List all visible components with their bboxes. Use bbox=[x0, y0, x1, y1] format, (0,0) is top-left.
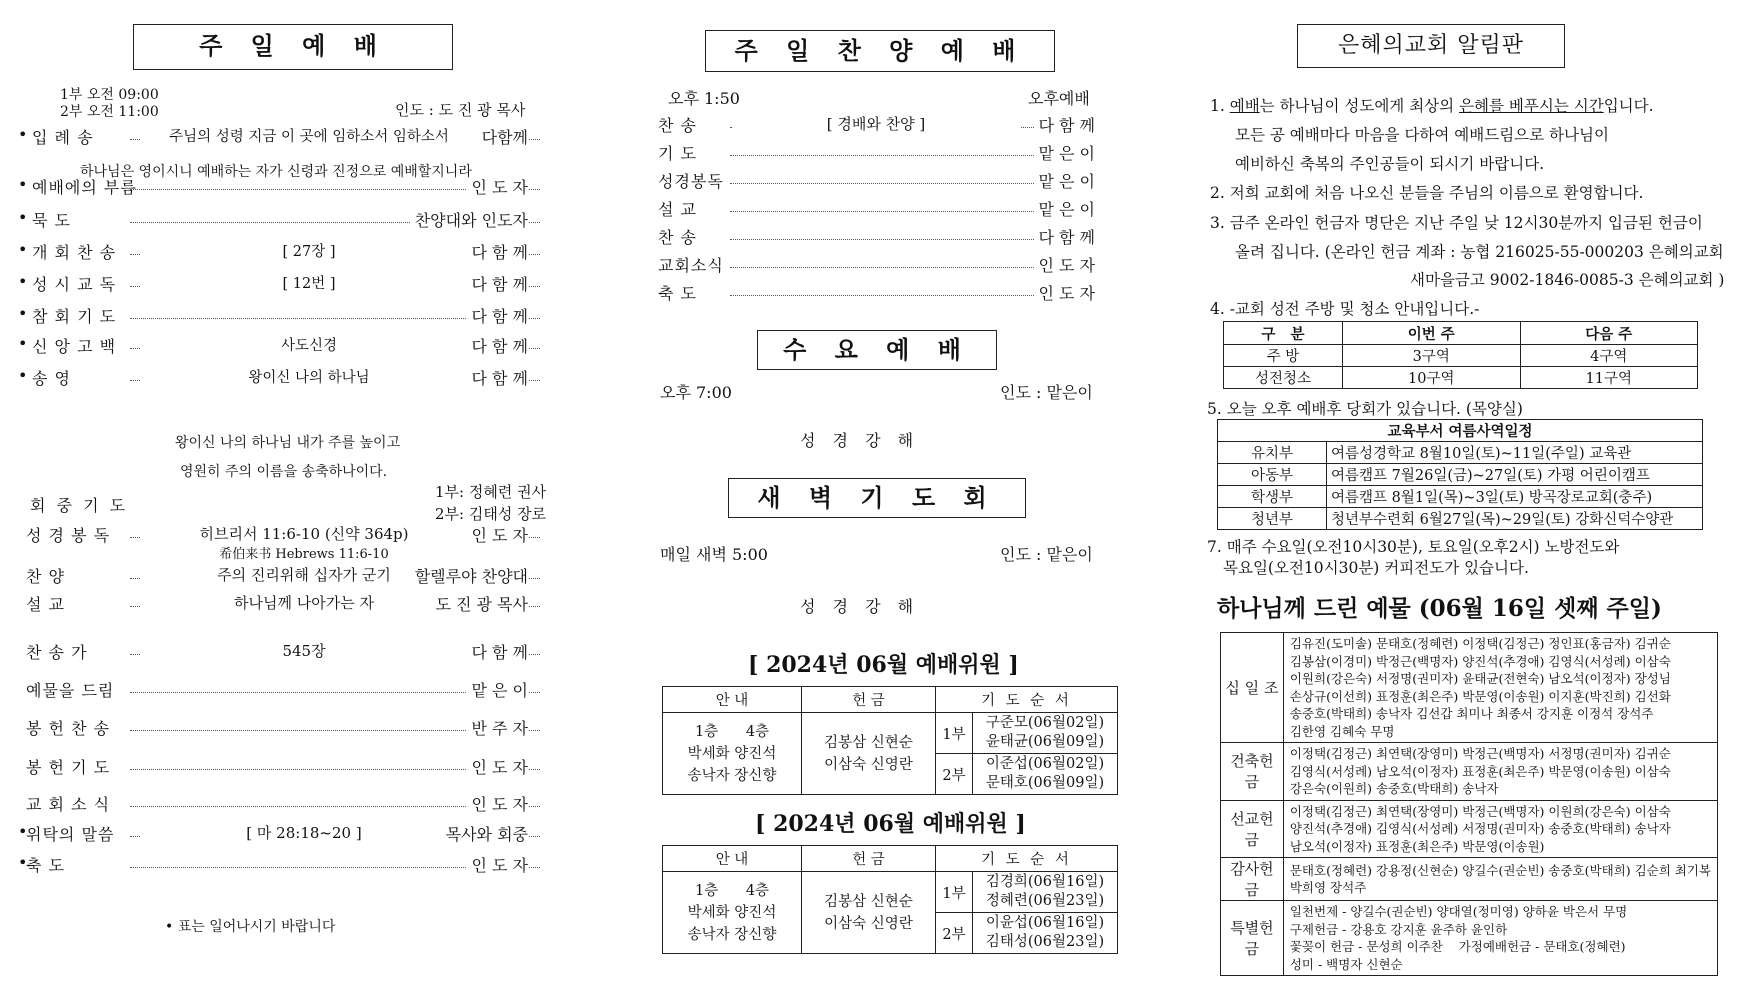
item-detail: 사도신경 bbox=[140, 334, 478, 355]
header-prayer: 기 도 순 서 bbox=[936, 846, 1118, 872]
prayer-name: 문태호(06월09일) bbox=[985, 775, 1105, 791]
leader-dots bbox=[730, 211, 1062, 212]
donor-line: 김영식(서성례) 남오석(이정자) 표정훈(최은주) 박문영(이송원) 이삼숙 bbox=[1289, 763, 1671, 779]
offering-names bbox=[802, 713, 936, 795]
notice-1-num: 1. bbox=[1210, 97, 1230, 115]
offering-category: 십 일 조 bbox=[1221, 633, 1284, 743]
item-label: 찬 송 가 bbox=[26, 643, 88, 662]
service-item bbox=[0, 208, 560, 234]
committee-table-1 bbox=[662, 686, 1118, 795]
donor-line: 강은숙(이원희) 송중호(박태희) 송낙자 bbox=[1289, 781, 1499, 796]
leader-dots bbox=[730, 295, 1062, 296]
guide-line: 1층 4층 bbox=[694, 882, 770, 899]
item-assignee: 맡 은 이 bbox=[1034, 141, 1095, 164]
offering-row bbox=[1221, 858, 1718, 901]
item-assignee: 맡 은 이 bbox=[1034, 169, 1095, 192]
bullet-marker: • bbox=[18, 208, 28, 227]
item-assignee: 맡 은 이 bbox=[1034, 197, 1095, 220]
service-item bbox=[640, 197, 1095, 223]
donor-line: 이정택(김정근) 최연택(장영미) 박정근(백명자) 서정명(권미자) 김귀순 bbox=[1289, 746, 1671, 761]
notice-1-mid: 는 하나님이 성도에게 최상의 bbox=[1259, 97, 1460, 115]
item-label: 예물을 드림 bbox=[26, 681, 115, 700]
guide-line: 송낙자 장신향 bbox=[687, 926, 777, 943]
donor-line: 이원희(강은숙) 서정명(권미자) 윤태균(전현숙) 남오석(이정자) 장성님 bbox=[1289, 671, 1671, 686]
cleaning-cell: 10구역 bbox=[1343, 367, 1521, 389]
cleaning-cell: 3구역 bbox=[1343, 345, 1521, 367]
service-item bbox=[0, 523, 560, 562]
service-item bbox=[640, 169, 1095, 195]
notice-title: 은혜의교회 알림판 bbox=[1297, 24, 1565, 68]
cleaning-row bbox=[1224, 345, 1698, 367]
item-assignee: 할렐루야 찬양대 bbox=[411, 564, 528, 587]
dawn-leader: 인도 : 맡은이 bbox=[1000, 545, 1093, 564]
offering-row bbox=[1221, 901, 1718, 976]
bullet-marker: • bbox=[18, 175, 28, 194]
item-assignee: 반 주 자 bbox=[467, 716, 528, 739]
item-label: 축 도 bbox=[26, 856, 65, 875]
item-assignee: 다 함 께 bbox=[1034, 113, 1095, 136]
service-item bbox=[0, 334, 560, 360]
header-guide: 안 내 bbox=[663, 687, 802, 713]
donor-line: 김한영 김혜숙 무명 bbox=[1289, 723, 1395, 739]
offering-row bbox=[1221, 633, 1718, 743]
cleaning-header: 이번 주 bbox=[1343, 322, 1521, 345]
prayer-part: 1부 bbox=[936, 713, 973, 754]
offering-category: 특별헌금 bbox=[1221, 901, 1284, 976]
item-label: 입 례 송 bbox=[32, 128, 94, 147]
committee-title-2: [ 2024년 06월 예배위원 ] bbox=[755, 811, 1026, 837]
prayer-part1: 1부: 정혜련 권사 bbox=[435, 483, 547, 501]
item-assignee: 인 도 자 bbox=[467, 755, 528, 778]
offering-line: 이삼숙 신영란 bbox=[824, 756, 913, 773]
prayer-names bbox=[973, 913, 1118, 954]
item-label: 봉 헌 기 도 bbox=[26, 758, 111, 777]
notice-3-line2: 올려 집니다. (온라인 헌금 계좌 : 농협 216025-55-000203 은혜의교회 bbox=[1235, 243, 1724, 261]
item-label: 참 회 기 도 bbox=[32, 307, 117, 326]
item-assignee: 다 함 께 bbox=[467, 366, 528, 389]
service-item bbox=[640, 225, 1095, 251]
cleaning-header: 구 분 bbox=[1224, 322, 1343, 345]
cleaning-cell: 주 방 bbox=[1224, 345, 1343, 367]
summer-detail: 여름캠프 8월1일(목)~3일(토) 방곡장로교회(충주) bbox=[1327, 486, 1703, 508]
leader-dots bbox=[730, 183, 1062, 184]
service-time-2: 2부 오전 11:00 bbox=[60, 104, 159, 120]
donor-line: 이정택(김정근) 최연택(장영미) 박정근(백명자) 이원희(강은숙) 이삼숙 bbox=[1289, 803, 1671, 819]
guide-line: 1층 4층 bbox=[694, 723, 770, 740]
summer-dept: 아동부 bbox=[1218, 464, 1327, 486]
item-detail: [ 12번 ] bbox=[140, 272, 478, 293]
service-time-1: 1부 오전 09:00 bbox=[60, 87, 159, 103]
committee-header-row bbox=[663, 846, 1118, 872]
sunday-worship-title: 주 일 예 배 bbox=[133, 24, 453, 70]
item-label: 송 영 bbox=[32, 369, 71, 388]
donor-line: 김유진(도미솔) 문태호(정혜련) 이정택(김정근) 정인표(홍금자) 김귀순 bbox=[1289, 636, 1671, 651]
item-label: 성 시 교 독 bbox=[32, 275, 117, 294]
offerings-title: 하나님께 드린 예물 (06월 16일 셋째 주일) bbox=[1217, 595, 1662, 622]
item-assignee: 목사와 회중 bbox=[442, 822, 528, 845]
summer-detail: 청년부수련회 6월27일(목)~29일(토) 강화신덕수양관 bbox=[1327, 508, 1703, 530]
item-assignee: 다함께 bbox=[478, 125, 528, 148]
wednesday-time: 오후 7:00 bbox=[660, 383, 732, 402]
prayer-names bbox=[973, 754, 1118, 795]
service-item bbox=[640, 281, 1095, 307]
prayer-name: 김경희(06월16일) bbox=[985, 874, 1105, 890]
item-detail: 545장 bbox=[140, 640, 468, 661]
item-label: 교 회 소 식 bbox=[26, 795, 111, 814]
summer-detail: 여름캠프 7월26일(금)~27일(토) 가평 어린이캠프 bbox=[1327, 464, 1703, 486]
summer-title-row bbox=[1218, 420, 1703, 442]
service-item bbox=[640, 113, 1095, 139]
summer-row bbox=[1218, 508, 1703, 530]
service-item bbox=[640, 253, 1095, 279]
dawn-content: 성 경 강 해 bbox=[800, 597, 920, 616]
offering-row bbox=[1221, 800, 1718, 858]
committee-table-2 bbox=[662, 845, 1118, 954]
item-label: 기 도 bbox=[658, 144, 697, 163]
item-assignee: 인 도 자 bbox=[1034, 281, 1095, 304]
item-assignee: 인 도 자 bbox=[467, 792, 528, 815]
prayer-part2: 2부: 김태성 장로 bbox=[435, 505, 547, 523]
notice-3-line1: 3. 금주 온라인 헌금자 명단은 지난 주일 낮 12시30분까지 입금된 헌금이 bbox=[1210, 214, 1703, 232]
item-assignee: 다 함 께 bbox=[467, 240, 528, 263]
bullet-marker: • bbox=[18, 822, 28, 841]
notice-1-worship: 예배 bbox=[1229, 97, 1260, 115]
offering-donors bbox=[1283, 633, 1717, 743]
header-offering: 헌 금 bbox=[802, 846, 936, 872]
dawn-prayer-title: 새 벽 기 도 회 bbox=[728, 478, 1026, 518]
cleaning-row bbox=[1224, 367, 1698, 389]
item-label: 예배에의 부름 bbox=[32, 178, 137, 197]
item-assignee: 인 도 자 bbox=[467, 175, 528, 198]
service-item bbox=[0, 792, 560, 818]
praise-time: 오후 1:50 bbox=[668, 89, 740, 108]
service-item bbox=[0, 755, 560, 781]
offering-category: 감사헌금 bbox=[1221, 858, 1284, 901]
offering-category: 건축헌금 bbox=[1221, 743, 1284, 801]
wednesday-worship-title: 수 요 예 배 bbox=[757, 330, 997, 370]
item-assignee: 맡 은 이 bbox=[467, 678, 528, 701]
prayer-name: 이윤섭(06월16일) bbox=[985, 915, 1105, 931]
summer-dept: 청년부 bbox=[1218, 508, 1327, 530]
service-item bbox=[0, 853, 560, 879]
item-assignee: 다 함 께 bbox=[467, 334, 528, 357]
notice-7-line2: 목요일(오전10시30분) 커피전도가 있습니다. bbox=[1223, 559, 1529, 577]
service-item bbox=[0, 640, 560, 666]
item-label: 개 회 찬 송 bbox=[32, 243, 117, 262]
service-item bbox=[0, 564, 560, 590]
item-detail: [ 27장 ] bbox=[140, 240, 478, 261]
cleaning-cell: 성전청소 bbox=[1224, 367, 1343, 389]
sunday-worship-column bbox=[0, 0, 580, 1003]
bullet-marker: • bbox=[18, 334, 28, 353]
header-guide: 안 내 bbox=[663, 846, 802, 872]
item-label: 신 앙 고 백 bbox=[32, 337, 117, 356]
doxology-subtitle-2: 영원히 주의 이름을 송축하나이다. bbox=[180, 464, 388, 480]
notice-2: 2. 저희 교회에 처음 나오신 분들을 주님의 이름으로 환영합니다. bbox=[1210, 184, 1644, 202]
cleaning-table bbox=[1223, 321, 1698, 389]
offering-donors bbox=[1283, 858, 1717, 901]
prayer-part: 1부 bbox=[936, 872, 973, 913]
bullet-marker: • bbox=[18, 366, 28, 385]
prayer-names bbox=[973, 713, 1118, 754]
prayer-part: 2부 bbox=[936, 754, 973, 795]
guide-line: 송낙자 장신향 bbox=[687, 767, 777, 784]
committee-header-row bbox=[663, 687, 1118, 713]
service-item bbox=[0, 366, 560, 392]
item-assignee: 다 함 께 bbox=[1034, 225, 1095, 248]
donor-line: 구제헌금 - 강용호 강지훈 윤주하 윤인하 bbox=[1289, 921, 1508, 937]
offering-donors bbox=[1283, 901, 1717, 976]
item-detail: 왕이신 나의 하나님 bbox=[140, 366, 478, 387]
cleaning-cell: 4구역 bbox=[1520, 345, 1698, 367]
service-item bbox=[0, 125, 560, 151]
header-offering: 헌 금 bbox=[802, 687, 936, 713]
item-detail: [ 마 28:18~20 ] bbox=[140, 822, 468, 843]
bullet-marker: • bbox=[18, 125, 28, 144]
item-detail: 주님의 성령 지금 이 곳에 임하소서 임하소서 bbox=[140, 125, 478, 146]
item-label: 교회소식 bbox=[658, 256, 724, 275]
offering-donors bbox=[1283, 800, 1717, 858]
donor-line: 남오석(이정자) 표정훈(최은주) 박문영(이송원) bbox=[1289, 838, 1545, 854]
service-item bbox=[0, 272, 560, 298]
item-assignee: 찬양대와 인도자 bbox=[411, 208, 528, 231]
congregation-prayer-label: 회 중 기 도 bbox=[30, 496, 129, 515]
summer-detail: 여름성경학교 8월10일(토)~11일(주일) 교육관 bbox=[1327, 442, 1703, 464]
notice-1 bbox=[1210, 94, 1654, 116]
item-label: 위탁의 말씀 bbox=[26, 825, 115, 844]
item-detail: [ 경배와 찬양 ] bbox=[732, 113, 1020, 134]
item-label: 성경봉독 bbox=[658, 172, 724, 191]
service-item bbox=[0, 240, 560, 266]
prayer-name: 윤태균(06월09일) bbox=[985, 734, 1105, 750]
item-assignee: 인 도 자 bbox=[467, 523, 528, 546]
item-label: 봉 헌 찬 송 bbox=[26, 719, 111, 738]
item-assignee: 다 함 께 bbox=[467, 272, 528, 295]
item-detail: 하나님께 나아가는 자 bbox=[140, 592, 468, 613]
dawn-time: 매일 새벽 5:00 bbox=[660, 545, 768, 564]
item-label: 묵 도 bbox=[32, 211, 71, 230]
offering-line: 김봉삼 신현순 bbox=[824, 893, 913, 910]
item-assignee: 인 도 자 bbox=[1034, 253, 1095, 276]
bullet-marker: • bbox=[18, 304, 28, 323]
summer-row bbox=[1218, 486, 1703, 508]
item-detail-2: 希伯来书 Hebrews 11:6-10 bbox=[219, 547, 389, 562]
prayer-name: 이준섭(06월02일) bbox=[985, 756, 1105, 772]
item-label: 성 경 봉 독 bbox=[26, 526, 111, 545]
prayer-name: 구준모(06월02일) bbox=[985, 715, 1105, 731]
donor-line: 꽃꽂이 헌금 - 문성희 이주찬 가정예배헌금 - 문태호(정혜련) bbox=[1289, 939, 1626, 954]
praise-type: 오후예배 bbox=[1028, 89, 1090, 108]
item-detail: 히브리서 11:6-10 (신약 364p) bbox=[140, 523, 468, 544]
summer-dept: 유치부 bbox=[1218, 442, 1327, 464]
notice-7-line1: 7. 매주 수요일(오전10시30분), 토요일(오후2시) 노방전도와 bbox=[1207, 538, 1620, 556]
cleaning-header-row bbox=[1224, 322, 1698, 345]
summer-schedule-table bbox=[1217, 419, 1703, 530]
bullet-marker: • bbox=[18, 853, 28, 872]
leader-dots bbox=[730, 267, 1062, 268]
bullet-marker: • bbox=[18, 272, 28, 291]
item-label: 찬 송 bbox=[658, 228, 697, 247]
notice-column bbox=[1195, 0, 1745, 1003]
item-label: 찬 송 bbox=[658, 116, 697, 135]
donor-line: 양진석(추경애) 김영식(서성례) 서정명(권미자) 송중호(박태희) 송낙자 bbox=[1289, 821, 1671, 836]
item-label: 축 도 bbox=[658, 284, 697, 303]
donor-line: 일천번제 - 양길수(권순빈) 양대열(정미영) 양하윤 박은서 무명 bbox=[1289, 904, 1628, 919]
notice-1-grace: 은혜를 베푸시는 시간 bbox=[1459, 97, 1604, 115]
standing-footnote: • 표는 일어나시기 바랍니다 bbox=[165, 919, 336, 935]
notice-4: 4. -교회 성전 주방 및 청소 안내입니다.- bbox=[1210, 300, 1480, 318]
bullet-marker: • bbox=[18, 240, 28, 259]
notice-1-line2: 모든 공 예배마다 마음을 다하여 예배드림으로 하나님이 bbox=[1235, 126, 1609, 144]
donor-line: 송중호(박태희) 송낙자 김선갑 최미나 최종서 강지훈 이정석 장석주 bbox=[1289, 706, 1654, 721]
entrance-song-subtitle: 하나님은 영이시니 예배하는 자가 신령과 진정으로 예배할지니라 bbox=[80, 164, 472, 180]
service-item bbox=[0, 304, 560, 330]
item-assignee: 다 함 께 bbox=[467, 304, 528, 327]
item-label: 찬 양 bbox=[26, 567, 65, 586]
prayer-name: 김태성(06월23일) bbox=[985, 934, 1105, 950]
wednesday-leader: 인도 : 맡은이 bbox=[1000, 383, 1093, 402]
summer-dept: 학생부 bbox=[1218, 486, 1327, 508]
item-label: 설 교 bbox=[658, 200, 697, 219]
offering-line: 김봉삼 신현순 bbox=[824, 734, 913, 751]
worship-leader: 인도 : 도 진 광 목사 bbox=[395, 101, 526, 119]
notice-1-line3: 예비하신 축복의 주인공들이 되시기 바랍니다. bbox=[1235, 155, 1545, 173]
donor-line: 성미 - 백명자 신현순 bbox=[1289, 956, 1403, 972]
item-assignee: 도 진 광 목사 bbox=[431, 592, 528, 615]
prayer-names bbox=[973, 872, 1118, 913]
summer-row bbox=[1218, 442, 1703, 464]
item-detail: 주의 진리위해 십자가 군기 bbox=[140, 564, 468, 585]
notice-3-line3: 새마을금고 9002-1846-0085-3 은혜의교회 ) bbox=[1410, 271, 1725, 289]
donor-line: 김봉삼(이경미) 박정근(백명자) 양진석(추경애) 김영식(서성례) 이삼숙 bbox=[1289, 653, 1671, 669]
committee-row bbox=[663, 872, 1118, 913]
leader-dots bbox=[730, 239, 1062, 240]
header-prayer: 기 도 순 서 bbox=[936, 687, 1118, 713]
doxology-subtitle-1: 왕이신 나의 하나님 내가 주를 높이고 bbox=[175, 435, 401, 451]
committee-title-1: [ 2024년 06월 예배위원 ] bbox=[748, 652, 1019, 678]
donor-line: 문태호(정혜련) 강용정(신현순) 양길수(권순빈) 송중호(박태희) 김순희 최기복 bbox=[1289, 862, 1711, 878]
prayer-name: 정혜련(06월23일) bbox=[985, 893, 1105, 909]
guide-names bbox=[663, 872, 802, 954]
item-assignee: 인 도 자 bbox=[467, 853, 528, 876]
guide-names bbox=[663, 713, 802, 795]
offering-category: 선교헌금 bbox=[1221, 800, 1284, 858]
service-item bbox=[0, 592, 560, 618]
service-item bbox=[640, 141, 1095, 167]
committee-row bbox=[663, 713, 1118, 754]
notice-1-end: 입니다. bbox=[1603, 97, 1654, 115]
middle-column bbox=[640, 0, 1150, 1003]
cleaning-cell: 11구역 bbox=[1520, 367, 1698, 389]
offering-row bbox=[1221, 743, 1718, 801]
donor-line: 박희영 장석주 bbox=[1289, 880, 1367, 895]
item-assignee: 다 함 께 bbox=[467, 640, 528, 663]
guide-line: 박세화 양진석 bbox=[687, 745, 777, 762]
offering-names bbox=[802, 872, 936, 954]
cleaning-header: 다음 주 bbox=[1520, 322, 1698, 345]
offering-donors bbox=[1283, 743, 1717, 801]
service-item bbox=[0, 716, 560, 742]
service-item bbox=[0, 678, 560, 704]
offering-line: 이삼숙 신영란 bbox=[824, 915, 913, 932]
summer-title: 교육부서 여름사역일정 bbox=[1218, 420, 1703, 442]
wednesday-content: 성 경 강 해 bbox=[800, 431, 920, 450]
summer-row bbox=[1218, 464, 1703, 486]
donor-line: 손상규(이선희) 표정훈(최은주) 박문영(이송원) 이지훈(박진희) 김선화 bbox=[1289, 688, 1671, 704]
notice-5: 5. 오늘 오후 예배후 당회가 있습니다. (목양실) bbox=[1207, 400, 1523, 418]
praise-worship-title: 주 일 찬 양 예 배 bbox=[705, 30, 1055, 72]
service-item bbox=[0, 822, 560, 848]
leader-dots bbox=[730, 155, 1062, 156]
prayer-part: 2부 bbox=[936, 913, 973, 954]
offerings-table bbox=[1220, 632, 1718, 976]
item-label: 설 교 bbox=[26, 595, 65, 614]
guide-line: 박세화 양진석 bbox=[687, 904, 777, 921]
